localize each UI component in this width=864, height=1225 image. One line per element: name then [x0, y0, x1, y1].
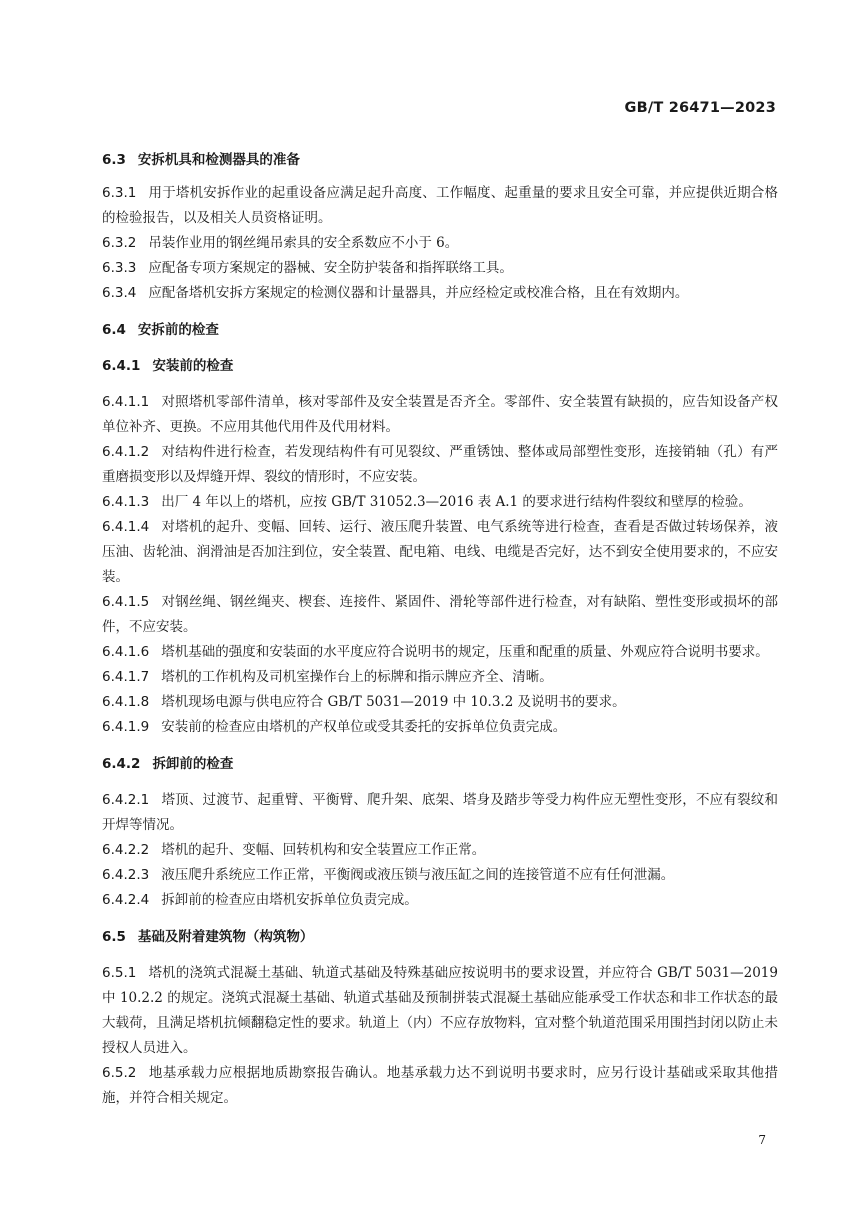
clause-text: 出厂 4 年以上的塔机，应按 GB/T 31052.3—2016 表 A.1 的要求进行结构件裂纹和壁厚的检验。	[161, 494, 752, 510]
clause	[102, 715, 778, 740]
clause	[102, 390, 778, 440]
clause-number: 6.4.1.8	[102, 694, 150, 710]
clause-number: 6.4.2.1	[102, 792, 150, 808]
clause-text: 对结构件进行检查，若发现结构件有可见裂纹、严重锈蚀、整体或局部塑性变形，连接销轴（孔）有严重磨损变形以及焊缝开焊、裂纹的情形时，不应安装。	[102, 444, 778, 485]
clause-number: 6.4.2.2	[102, 842, 150, 858]
clause	[102, 888, 778, 913]
section-title: 拆卸前的检查	[152, 756, 234, 772]
clause-text: 用于塔机安拆作业的起重设备应满足起升高度、工作幅度、起重量的要求且安全可靠，并应提供近期合格的检验报告，以及相关人员资格证明。	[102, 185, 778, 226]
clause-number: 6.4.1.6	[102, 644, 150, 660]
section-title: 安装前的检查	[152, 358, 234, 374]
clause	[102, 690, 778, 715]
clause	[102, 788, 778, 838]
standard-number: GB/T 26471—2023	[624, 100, 776, 116]
clause-number: 6.4.1.9	[102, 719, 150, 735]
clause-number: 6.4.2.4	[102, 892, 150, 908]
section-heading	[102, 148, 778, 172]
clause-text: 应配备塔机安拆方案规定的检测仪器和计量器具，并应经检定或校准合格，且在有效期内。	[148, 285, 689, 301]
clause	[102, 281, 778, 306]
clause-number: 6.4.1.3	[102, 494, 150, 510]
clause-text: 塔机的工作机构及司机室操作台上的标牌和指示牌应齐全、清晰。	[161, 669, 553, 685]
clause-text: 吊装作业用的钢丝绳吊索具的安全系数应不小于 6。	[148, 235, 459, 251]
section-number: 6.4	[102, 322, 126, 338]
clause-text: 安装前的检查应由塔机的产权单位或受其委托的安拆单位负责完成。	[161, 719, 567, 735]
section-number: 6.5	[102, 929, 126, 945]
clause-number: 6.4.1.2	[102, 444, 150, 460]
clause	[102, 665, 778, 690]
subsection-heading	[102, 752, 778, 776]
clause-text: 塔机的浇筑式混凝土基础、轨道式基础及特殊基础应按说明书的要求设置，并应符合 GB/T 5031—2019 中 10.2.2 的规定。浇筑式混凝土基础、轨道式基础及预制拼装式混凝土基础应能承受工作状态和非工作状态的最大载荷，且满足塔机抗倾翻稳定性的要求。轨道上（内）不应存放物料，宜对整个轨道范围采用围挡封闭以防止未授权人员进入。	[102, 965, 778, 1056]
body-content	[102, 148, 778, 1111]
clause	[102, 515, 778, 590]
clause-text: 塔顶、过渡节、起重臂、平衡臂、爬升架、底架、塔身及踏步等受力构件应无塑性变形，不应有裂纹和开焊等情况。	[102, 792, 778, 833]
clause-text: 对钢丝绳、钢丝绳夹、楔套、连接件、紧固件、滑轮等部件进行检查，对有缺陷、塑性变形或损坏的部件，不应安装。	[102, 594, 778, 635]
clause	[102, 490, 778, 515]
clause-text: 拆卸前的检查应由塔机安拆单位负责完成。	[161, 892, 418, 908]
clause-text: 地基承载力应根据地质勘察报告确认。地基承载力达不到说明书要求时，应另行设计基础或采取其他措施，并符合相关规定。	[102, 1065, 778, 1106]
section-title: 安拆机具和检测器具的准备	[137, 152, 300, 168]
section-number: 6.3	[102, 152, 126, 168]
clause-number: 6.4.2.3	[102, 867, 150, 883]
clause	[102, 440, 778, 490]
clause-number: 6.5.2	[102, 1065, 137, 1081]
clause-number: 6.3.2	[102, 235, 137, 251]
section-heading	[102, 925, 778, 949]
section-number: 6.4.1	[102, 358, 141, 374]
section-heading	[102, 318, 778, 342]
clause-text: 液压爬升系统应工作正常，平衡阀或液压锁与液压缸之间的连接管道不应有任何泄漏。	[161, 867, 675, 883]
clause-text: 塔机的起升、变幅、回转机构和安全装置应工作正常。	[161, 842, 486, 858]
clause	[102, 838, 778, 863]
page-number: 7	[758, 1133, 766, 1147]
clause-number: 6.4.1.5	[102, 594, 150, 610]
clause	[102, 961, 778, 1061]
clause	[102, 231, 778, 256]
clause-number: 6.3.1	[102, 185, 137, 201]
clause-number: 6.4.1.4	[102, 519, 150, 535]
section-title: 基础及附着建筑物（构筑物）	[137, 929, 314, 945]
clause-text: 塔机基础的强度和安装面的水平度应符合说明书的规定，压重和配重的质量、外观应符合说明书要求。	[161, 644, 769, 660]
clause-number: 6.4.1.1	[102, 394, 150, 410]
clause-text: 塔机现场电源与供电应符合 GB/T 5031—2019 中 10.3.2 及说明书的要求。	[161, 694, 626, 710]
clause-number: 6.5.1	[102, 965, 137, 981]
clause-number: 6.4.1.7	[102, 669, 150, 685]
subsection-heading	[102, 354, 778, 378]
clause	[102, 590, 778, 640]
clause-number: 6.3.3	[102, 260, 137, 276]
clause-number: 6.3.4	[102, 285, 137, 301]
section-title: 安拆前的检查	[137, 322, 219, 338]
section-number: 6.4.2	[102, 756, 141, 772]
clause	[102, 640, 778, 665]
clause-text: 对照塔机零部件清单，核对零部件及安全装置是否齐全。零部件、安全装置有缺损的，应告知设备产权单位补齐、更换。不应用其他代用件及代用材料。	[102, 394, 778, 435]
clause	[102, 1061, 778, 1111]
clause-text: 对塔机的起升、变幅、回转、运行、液压爬升装置、电气系统等进行检查，查看是否做过转场保养，液压油、齿轮油、润滑油是否加注到位，安全装置、配电箱、电线、电缆是否完好，达不到安全使用要求的，不应安装。	[102, 519, 778, 585]
clause	[102, 181, 778, 231]
clause	[102, 256, 778, 281]
clause-text: 应配备专项方案规定的器械、安全防护装备和指挥联络工具。	[148, 260, 513, 276]
clause	[102, 863, 778, 888]
